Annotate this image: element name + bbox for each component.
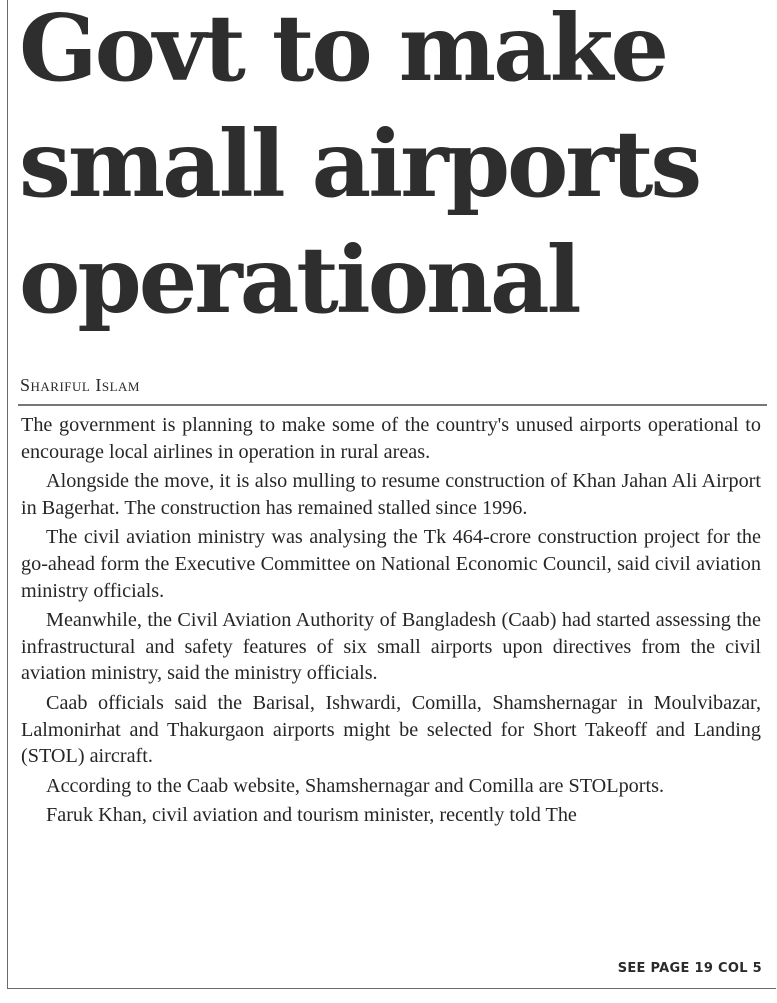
paragraph-6: According to the Caab website, Shamshernagar and Comilla are STOLports.	[46, 774, 664, 797]
headline	[19, 0, 771, 338]
paragraph-5: Caab officials said the Barisal, Ishwardi, Comilla, Shamshernagar in Moulvibazar, Lalmonirhat and Thakurgaon airports might be selected for Short Takeoff and Landing (STOL) aircraft.	[21, 691, 761, 768]
paragraph-7: Faruk Khan, civil aviation and tourism minister, recently told The	[46, 804, 577, 827]
article-body	[21, 412, 761, 832]
paragraph-3: The civil aviation ministry was analysing the Tk 464-crore construction project for the go-ahead form the Executive Committee on National Economic Council, said civil aviation ministry officials.	[21, 526, 761, 602]
headline-line-1: Govt to make	[19, 0, 667, 102]
paragraph-2: Alongside the move, it is also mulling to resume construction of Khan Jahan Ali Airport in Bagerhat. The construction has remained stalled since 1996.	[21, 470, 761, 519]
continuation-note: SEE PAGE 19 COL 5	[617, 961, 762, 976]
paragraph-1: The government is planning to make some of the country's unused airports operational to encourage local airlines in operation in rural areas.	[21, 414, 761, 463]
headline-line-3: operational	[19, 226, 579, 334]
paragraph-4: Meanwhile, the Civil Aviation Authority of Bangladesh (Caab) had started assessing the infrastructural and safety features of six small airports upon directives from the civil aviation ministry, said the ministry officials.	[21, 609, 761, 685]
byline: Shariful Islam	[20, 375, 140, 395]
byline-rule	[18, 404, 767, 406]
headline-line-2: small airports	[19, 110, 700, 218]
